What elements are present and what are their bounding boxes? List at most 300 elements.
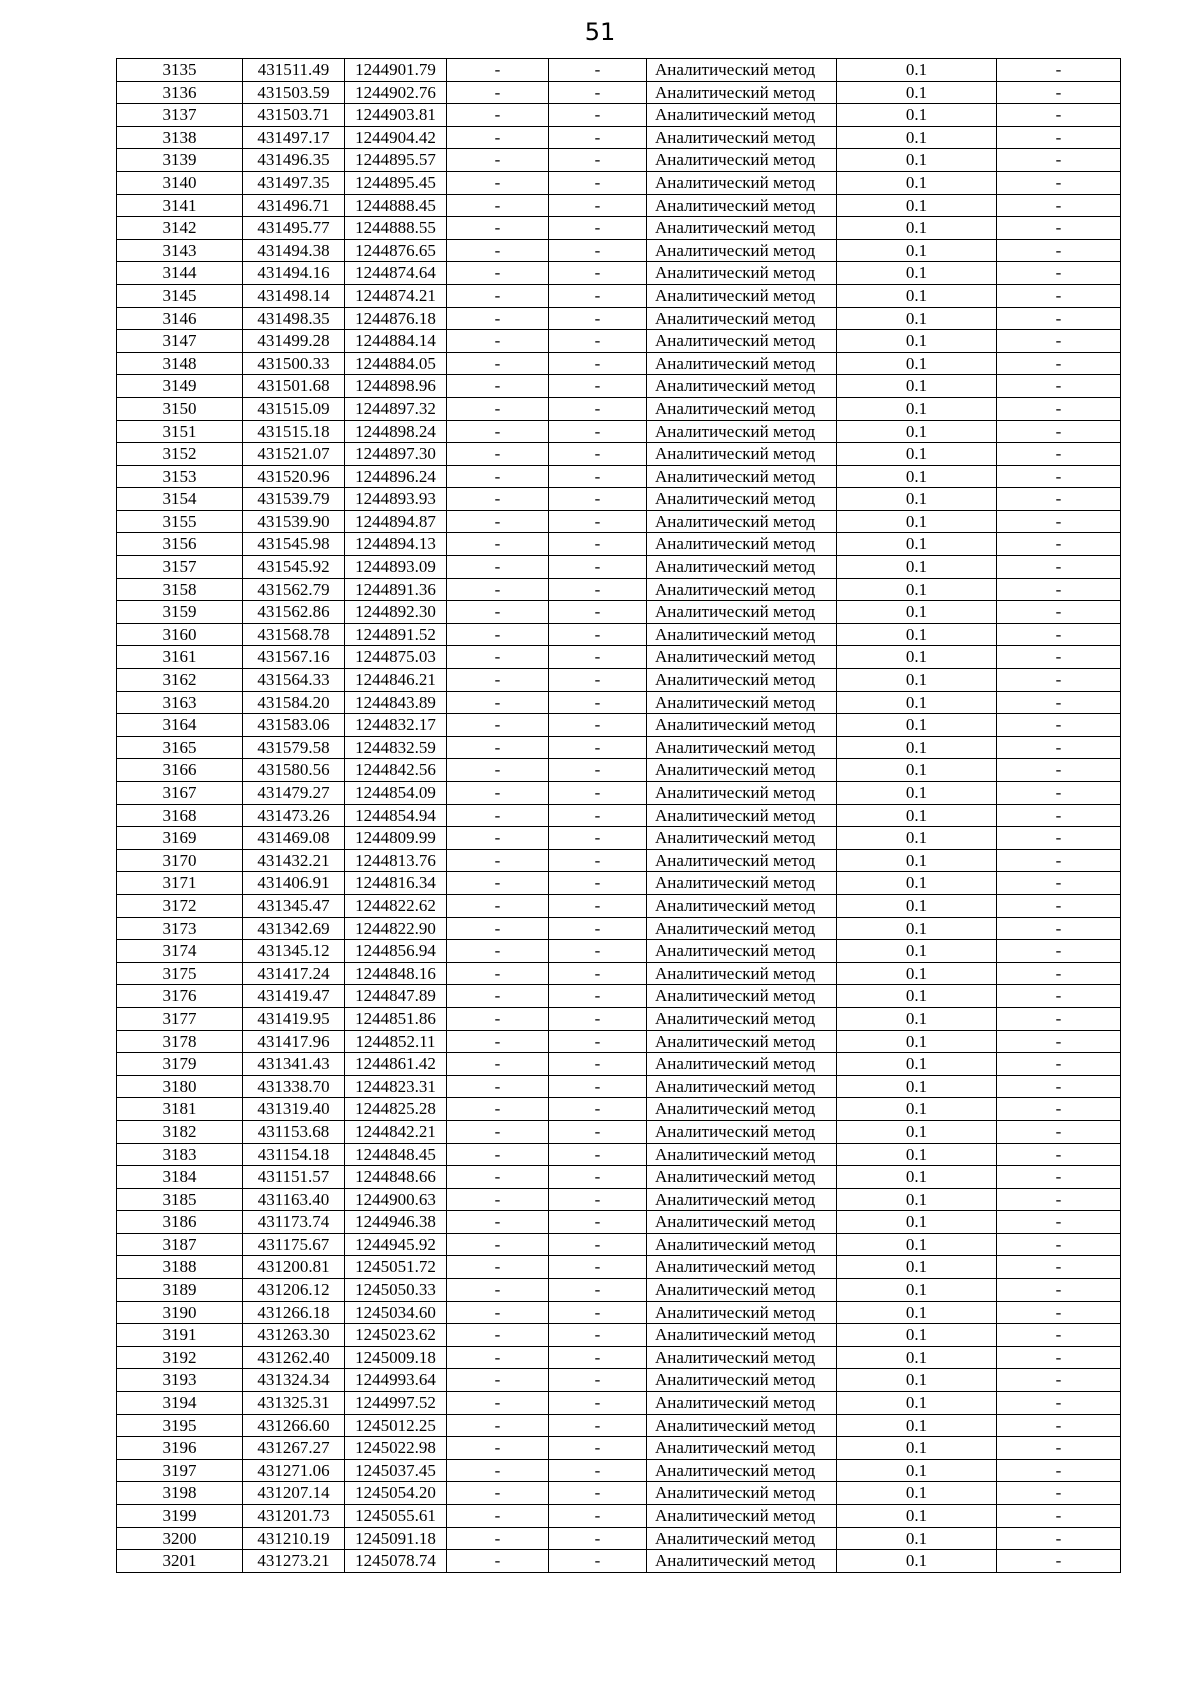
table-row — [117, 171, 1121, 194]
method-cell: Аналитический метод — [647, 1279, 837, 1302]
accuracy-cell: 0.1 — [837, 375, 997, 398]
column-4-cell: - — [447, 917, 549, 940]
accuracy-cell: 0.1 — [837, 239, 997, 262]
method-cell: Аналитический метод — [647, 510, 837, 533]
column-4-cell: - — [447, 691, 549, 714]
column-8-cell: - — [997, 556, 1121, 579]
column-4-cell: - — [447, 171, 549, 194]
column-5-cell: - — [549, 443, 647, 466]
method-cell: Аналитический метод — [647, 669, 837, 692]
accuracy-cell: 0.1 — [837, 1098, 997, 1121]
method-cell: Аналитический метод — [647, 239, 837, 262]
coordinates-table — [116, 58, 1121, 1573]
x-coordinate-cell: 431345.12 — [243, 940, 345, 963]
y-coordinate-cell: 1245078.74 — [345, 1550, 447, 1573]
table-row — [117, 1301, 1121, 1324]
column-4-cell: - — [447, 352, 549, 375]
column-5-cell: - — [549, 759, 647, 782]
column-8-cell: - — [997, 646, 1121, 669]
column-8-cell: - — [997, 1324, 1121, 1347]
column-4-cell: - — [447, 669, 549, 692]
column-8-cell: - — [997, 1256, 1121, 1279]
column-8-cell: - — [997, 1527, 1121, 1550]
accuracy-cell: 0.1 — [837, 1482, 997, 1505]
table-row — [117, 759, 1121, 782]
y-coordinate-cell: 1244894.87 — [345, 510, 447, 533]
table-row — [117, 1369, 1121, 1392]
x-coordinate-cell: 431495.77 — [243, 217, 345, 240]
accuracy-cell: 0.1 — [837, 736, 997, 759]
column-8-cell: - — [997, 262, 1121, 285]
table-row — [117, 284, 1121, 307]
x-coordinate-cell: 431417.96 — [243, 1030, 345, 1053]
column-4-cell: - — [447, 1527, 549, 1550]
column-4-cell: - — [447, 1301, 549, 1324]
column-5-cell: - — [549, 691, 647, 714]
x-coordinate-cell: 431501.68 — [243, 375, 345, 398]
column-4-cell: - — [447, 623, 549, 646]
table-row — [117, 578, 1121, 601]
x-coordinate-cell: 431503.71 — [243, 104, 345, 127]
column-4-cell: - — [447, 239, 549, 262]
accuracy-cell: 0.1 — [837, 81, 997, 104]
column-5-cell: - — [549, 1482, 647, 1505]
y-coordinate-cell: 1245037.45 — [345, 1459, 447, 1482]
point-number-cell: 3144 — [117, 262, 243, 285]
column-8-cell: - — [997, 465, 1121, 488]
y-coordinate-cell: 1244848.16 — [345, 962, 447, 985]
point-number-cell: 3180 — [117, 1075, 243, 1098]
column-8-cell: - — [997, 1188, 1121, 1211]
table-row — [117, 646, 1121, 669]
y-coordinate-cell: 1244945.92 — [345, 1233, 447, 1256]
point-number-cell: 3182 — [117, 1120, 243, 1143]
column-5-cell: - — [549, 307, 647, 330]
accuracy-cell: 0.1 — [837, 827, 997, 850]
table-row — [117, 691, 1121, 714]
x-coordinate-cell: 431479.27 — [243, 782, 345, 805]
column-5-cell: - — [549, 375, 647, 398]
point-number-cell: 3188 — [117, 1256, 243, 1279]
column-5-cell: - — [549, 171, 647, 194]
method-cell: Аналитический метод — [647, 894, 837, 917]
table-row — [117, 894, 1121, 917]
method-cell: Аналитический метод — [647, 759, 837, 782]
method-cell: Аналитический метод — [647, 1256, 837, 1279]
y-coordinate-cell: 1244861.42 — [345, 1053, 447, 1076]
table-row — [117, 1030, 1121, 1053]
accuracy-cell: 0.1 — [837, 307, 997, 330]
column-8-cell: - — [997, 420, 1121, 443]
point-number-cell: 3175 — [117, 962, 243, 985]
column-5-cell: - — [549, 330, 647, 353]
table-row — [117, 149, 1121, 172]
y-coordinate-cell: 1244895.45 — [345, 171, 447, 194]
x-coordinate-cell: 431494.16 — [243, 262, 345, 285]
point-number-cell: 3153 — [117, 465, 243, 488]
point-number-cell: 3137 — [117, 104, 243, 127]
column-4-cell: - — [447, 872, 549, 895]
column-4-cell: - — [447, 894, 549, 917]
column-4-cell: - — [447, 1392, 549, 1415]
column-5-cell: - — [549, 894, 647, 917]
column-8-cell: - — [997, 1030, 1121, 1053]
accuracy-cell: 0.1 — [837, 465, 997, 488]
table-row — [117, 714, 1121, 737]
x-coordinate-cell: 431469.08 — [243, 827, 345, 850]
method-cell: Аналитический метод — [647, 1098, 837, 1121]
column-5-cell: - — [549, 1437, 647, 1460]
y-coordinate-cell: 1244898.24 — [345, 420, 447, 443]
accuracy-cell: 0.1 — [837, 1505, 997, 1528]
x-coordinate-cell: 431201.73 — [243, 1505, 345, 1528]
method-cell: Аналитический метод — [647, 1007, 837, 1030]
method-cell: Аналитический метод — [647, 1505, 837, 1528]
table-body — [117, 59, 1121, 1573]
table-row — [117, 804, 1121, 827]
y-coordinate-cell: 1244876.18 — [345, 307, 447, 330]
point-number-cell: 3189 — [117, 1279, 243, 1302]
accuracy-cell: 0.1 — [837, 149, 997, 172]
y-coordinate-cell: 1244893.09 — [345, 556, 447, 579]
y-coordinate-cell: 1244856.94 — [345, 940, 447, 963]
y-coordinate-cell: 1244895.57 — [345, 149, 447, 172]
point-number-cell: 3154 — [117, 488, 243, 511]
x-coordinate-cell: 431583.06 — [243, 714, 345, 737]
column-8-cell: - — [997, 940, 1121, 963]
table-row — [117, 1166, 1121, 1189]
method-cell: Аналитический метод — [647, 1550, 837, 1573]
point-number-cell: 3177 — [117, 1007, 243, 1030]
accuracy-cell: 0.1 — [837, 1256, 997, 1279]
column-4-cell: - — [447, 81, 549, 104]
page-number: 51 — [584, 18, 616, 46]
column-5-cell: - — [549, 1211, 647, 1234]
column-4-cell: - — [447, 1166, 549, 1189]
point-number-cell: 3152 — [117, 443, 243, 466]
column-5-cell: - — [549, 1030, 647, 1053]
accuracy-cell: 0.1 — [837, 804, 997, 827]
column-8-cell: - — [997, 488, 1121, 511]
x-coordinate-cell: 431473.26 — [243, 804, 345, 827]
column-4-cell: - — [447, 578, 549, 601]
table-row — [117, 1098, 1121, 1121]
x-coordinate-cell: 431497.35 — [243, 171, 345, 194]
column-5-cell: - — [549, 1392, 647, 1415]
x-coordinate-cell: 431500.33 — [243, 352, 345, 375]
x-coordinate-cell: 431498.35 — [243, 307, 345, 330]
x-coordinate-cell: 431406.91 — [243, 872, 345, 895]
table-row — [117, 1437, 1121, 1460]
column-8-cell: - — [997, 962, 1121, 985]
column-5-cell: - — [549, 1369, 647, 1392]
column-5-cell: - — [549, 1550, 647, 1573]
x-coordinate-cell: 431266.18 — [243, 1301, 345, 1324]
column-8-cell: - — [997, 81, 1121, 104]
column-4-cell: - — [447, 736, 549, 759]
y-coordinate-cell: 1244884.14 — [345, 330, 447, 353]
column-4-cell: - — [447, 375, 549, 398]
accuracy-cell: 0.1 — [837, 194, 997, 217]
x-coordinate-cell: 431521.07 — [243, 443, 345, 466]
point-number-cell: 3155 — [117, 510, 243, 533]
table-row — [117, 1143, 1121, 1166]
column-4-cell: - — [447, 420, 549, 443]
method-cell: Аналитический метод — [647, 1482, 837, 1505]
accuracy-cell: 0.1 — [837, 1211, 997, 1234]
column-4-cell: - — [447, 759, 549, 782]
point-number-cell: 3150 — [117, 397, 243, 420]
accuracy-cell: 0.1 — [837, 1143, 997, 1166]
method-cell: Аналитический метод — [647, 985, 837, 1008]
point-number-cell: 3166 — [117, 759, 243, 782]
column-5-cell: - — [549, 985, 647, 1008]
column-4-cell: - — [447, 1143, 549, 1166]
method-cell: Аналитический метод — [647, 194, 837, 217]
column-5-cell: - — [549, 917, 647, 940]
x-coordinate-cell: 431342.69 — [243, 917, 345, 940]
column-5-cell: - — [549, 510, 647, 533]
point-number-cell: 3151 — [117, 420, 243, 443]
column-4-cell: - — [447, 262, 549, 285]
table-row — [117, 488, 1121, 511]
x-coordinate-cell: 431266.60 — [243, 1414, 345, 1437]
y-coordinate-cell: 1245050.33 — [345, 1279, 447, 1302]
method-cell: Аналитический метод — [647, 1143, 837, 1166]
method-cell: Аналитический метод — [647, 1459, 837, 1482]
table-row — [117, 985, 1121, 1008]
table-row — [117, 1414, 1121, 1437]
column-5-cell: - — [549, 1279, 647, 1302]
accuracy-cell: 0.1 — [837, 1075, 997, 1098]
accuracy-cell: 0.1 — [837, 872, 997, 895]
y-coordinate-cell: 1244898.96 — [345, 375, 447, 398]
column-5-cell: - — [549, 578, 647, 601]
accuracy-cell: 0.1 — [837, 940, 997, 963]
column-4-cell: - — [447, 59, 549, 82]
method-cell: Аналитический метод — [647, 1369, 837, 1392]
table-row — [117, 1188, 1121, 1211]
table-row — [117, 1120, 1121, 1143]
x-coordinate-cell: 431325.31 — [243, 1392, 345, 1415]
column-8-cell: - — [997, 1098, 1121, 1121]
table-row — [117, 940, 1121, 963]
method-cell: Аналитический метод — [647, 1414, 837, 1437]
x-coordinate-cell: 431417.24 — [243, 962, 345, 985]
method-cell: Аналитический метод — [647, 578, 837, 601]
y-coordinate-cell: 1244874.21 — [345, 284, 447, 307]
column-8-cell: - — [997, 194, 1121, 217]
x-coordinate-cell: 431568.78 — [243, 623, 345, 646]
accuracy-cell: 0.1 — [837, 1550, 997, 1573]
accuracy-cell: 0.1 — [837, 262, 997, 285]
column-4-cell: - — [447, 804, 549, 827]
accuracy-cell: 0.1 — [837, 443, 997, 466]
accuracy-cell: 0.1 — [837, 1369, 997, 1392]
method-cell: Аналитический метод — [647, 1437, 837, 1460]
column-8-cell: - — [997, 623, 1121, 646]
column-8-cell: - — [997, 601, 1121, 624]
method-cell: Аналитический метод — [647, 646, 837, 669]
column-8-cell: - — [997, 872, 1121, 895]
accuracy-cell: 0.1 — [837, 1414, 997, 1437]
column-4-cell: - — [447, 1211, 549, 1234]
table-row — [117, 126, 1121, 149]
column-4-cell: - — [447, 1369, 549, 1392]
column-8-cell: - — [997, 1120, 1121, 1143]
method-cell: Аналитический метод — [647, 623, 837, 646]
column-4-cell: - — [447, 149, 549, 172]
column-8-cell: - — [997, 307, 1121, 330]
method-cell: Аналитический метод — [647, 284, 837, 307]
y-coordinate-cell: 1244854.09 — [345, 782, 447, 805]
column-5-cell: - — [549, 1098, 647, 1121]
column-8-cell: - — [997, 1369, 1121, 1392]
point-number-cell: 3156 — [117, 533, 243, 556]
column-5-cell: - — [549, 397, 647, 420]
column-4-cell: - — [447, 510, 549, 533]
column-8-cell: - — [997, 59, 1121, 82]
column-5-cell: - — [549, 1143, 647, 1166]
method-cell: Аналитический метод — [647, 397, 837, 420]
method-cell: Аналитический метод — [647, 59, 837, 82]
column-4-cell: - — [447, 1120, 549, 1143]
accuracy-cell: 0.1 — [837, 556, 997, 579]
point-number-cell: 3197 — [117, 1459, 243, 1482]
y-coordinate-cell: 1245051.72 — [345, 1256, 447, 1279]
accuracy-cell: 0.1 — [837, 1324, 997, 1347]
y-coordinate-cell: 1244816.34 — [345, 872, 447, 895]
method-cell: Аналитический метод — [647, 149, 837, 172]
method-cell: Аналитический метод — [647, 1166, 837, 1189]
column-5-cell: - — [549, 962, 647, 985]
point-number-cell: 3135 — [117, 59, 243, 82]
y-coordinate-cell: 1244900.63 — [345, 1188, 447, 1211]
accuracy-cell: 0.1 — [837, 397, 997, 420]
method-cell: Аналитический метод — [647, 1301, 837, 1324]
point-number-cell: 3168 — [117, 804, 243, 827]
column-4-cell: - — [447, 849, 549, 872]
column-8-cell: - — [997, 804, 1121, 827]
y-coordinate-cell: 1245023.62 — [345, 1324, 447, 1347]
table-row — [117, 510, 1121, 533]
column-5-cell: - — [549, 126, 647, 149]
point-number-cell: 3196 — [117, 1437, 243, 1460]
y-coordinate-cell: 1244893.93 — [345, 488, 447, 511]
y-coordinate-cell: 1244904.42 — [345, 126, 447, 149]
x-coordinate-cell: 431564.33 — [243, 669, 345, 692]
x-coordinate-cell: 431432.21 — [243, 849, 345, 872]
y-coordinate-cell: 1244901.79 — [345, 59, 447, 82]
point-number-cell: 3164 — [117, 714, 243, 737]
y-coordinate-cell: 1244852.11 — [345, 1030, 447, 1053]
column-5-cell: - — [549, 194, 647, 217]
table-row — [117, 1505, 1121, 1528]
point-number-cell: 3176 — [117, 985, 243, 1008]
point-number-cell: 3201 — [117, 1550, 243, 1573]
accuracy-cell: 0.1 — [837, 1233, 997, 1256]
point-number-cell: 3159 — [117, 601, 243, 624]
point-number-cell: 3158 — [117, 578, 243, 601]
point-number-cell: 3187 — [117, 1233, 243, 1256]
method-cell: Аналитический метод — [647, 262, 837, 285]
y-coordinate-cell: 1244891.52 — [345, 623, 447, 646]
column-5-cell: - — [549, 1075, 647, 1098]
column-8-cell: - — [997, 1211, 1121, 1234]
table-row — [117, 104, 1121, 127]
y-coordinate-cell: 1244843.89 — [345, 691, 447, 714]
column-5-cell: - — [549, 239, 647, 262]
method-cell: Аналитический метод — [647, 443, 837, 466]
method-cell: Аналитический метод — [647, 872, 837, 895]
point-number-cell: 3183 — [117, 1143, 243, 1166]
accuracy-cell: 0.1 — [837, 284, 997, 307]
column-8-cell: - — [997, 352, 1121, 375]
point-number-cell: 3174 — [117, 940, 243, 963]
column-5-cell: - — [549, 827, 647, 850]
column-8-cell: - — [997, 1166, 1121, 1189]
table-row — [117, 1550, 1121, 1573]
accuracy-cell: 0.1 — [837, 669, 997, 692]
x-coordinate-cell: 431499.28 — [243, 330, 345, 353]
point-number-cell: 3145 — [117, 284, 243, 307]
table-row — [117, 397, 1121, 420]
point-number-cell: 3140 — [117, 171, 243, 194]
table-row — [117, 1075, 1121, 1098]
point-number-cell: 3169 — [117, 827, 243, 850]
accuracy-cell: 0.1 — [837, 126, 997, 149]
point-number-cell: 3162 — [117, 669, 243, 692]
y-coordinate-cell: 1244832.59 — [345, 736, 447, 759]
x-coordinate-cell: 431262.40 — [243, 1346, 345, 1369]
table-row — [117, 601, 1121, 624]
y-coordinate-cell: 1244874.64 — [345, 262, 447, 285]
y-coordinate-cell: 1244813.76 — [345, 849, 447, 872]
column-4-cell: - — [447, 827, 549, 850]
column-4-cell: - — [447, 1053, 549, 1076]
column-8-cell: - — [997, 217, 1121, 240]
accuracy-cell: 0.1 — [837, 623, 997, 646]
method-cell: Аналитический метод — [647, 352, 837, 375]
column-8-cell: - — [997, 1301, 1121, 1324]
column-5-cell: - — [549, 1459, 647, 1482]
x-coordinate-cell: 431153.68 — [243, 1120, 345, 1143]
accuracy-cell: 0.1 — [837, 1392, 997, 1415]
table-row — [117, 533, 1121, 556]
method-cell: Аналитический метод — [647, 1346, 837, 1369]
x-coordinate-cell: 431345.47 — [243, 894, 345, 917]
accuracy-cell: 0.1 — [837, 1030, 997, 1053]
method-cell: Аналитический метод — [647, 917, 837, 940]
table-row — [117, 962, 1121, 985]
y-coordinate-cell: 1244946.38 — [345, 1211, 447, 1234]
column-5-cell: - — [549, 284, 647, 307]
table-row — [117, 736, 1121, 759]
x-coordinate-cell: 431271.06 — [243, 1459, 345, 1482]
column-8-cell: - — [997, 1482, 1121, 1505]
point-number-cell: 3186 — [117, 1211, 243, 1234]
column-5-cell: - — [549, 1301, 647, 1324]
column-8-cell: - — [997, 849, 1121, 872]
column-5-cell: - — [549, 556, 647, 579]
point-number-cell: 3199 — [117, 1505, 243, 1528]
table-row — [117, 1233, 1121, 1256]
point-number-cell: 3198 — [117, 1482, 243, 1505]
method-cell: Аналитический метод — [647, 1211, 837, 1234]
column-4-cell: - — [447, 1505, 549, 1528]
method-cell: Аналитический метод — [647, 171, 837, 194]
column-4-cell: - — [447, 465, 549, 488]
